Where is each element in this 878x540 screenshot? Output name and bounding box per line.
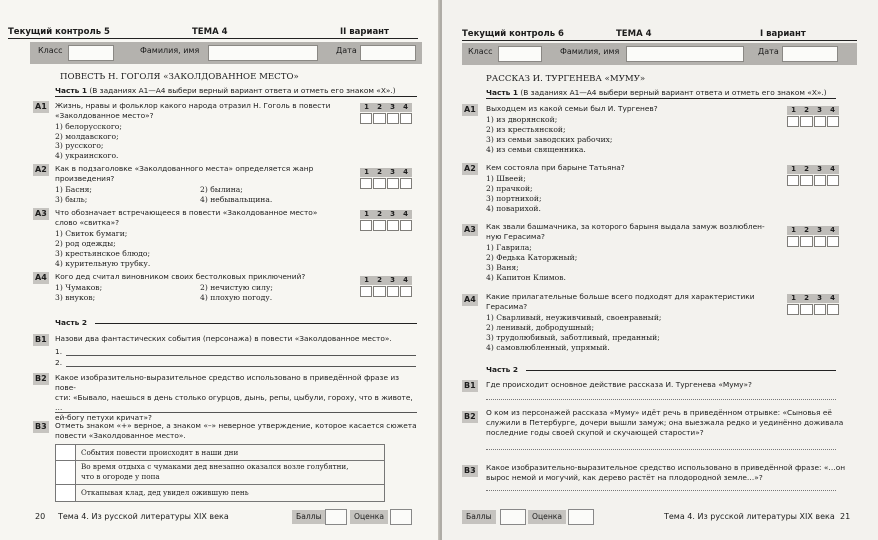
question-text: Назови два фантастических события (персонажа) в повести «Заколдованное место». [55,334,392,343]
option: 3) быль; [55,195,88,204]
option: 3) внуков; [55,293,96,302]
option: 1) Басня; [55,185,92,194]
right-page [442,0,878,540]
option: 3) портнихой; [486,194,542,203]
statement-checkbox[interactable] [56,485,76,501]
part1-heading: Часть 1 (В заданиях А1—А4 выбери верный вариант ответа и отметь его знаком «Х».) [486,88,827,97]
question-number: В3 [35,422,47,431]
question-number: А1 [35,102,47,111]
statement-row: Во время отдыха с чумаками дед внезапно оказался возле голубятни, что в огороде у попа [56,461,384,485]
variant-label: I вариант [760,29,806,39]
question-text: Кем состояла при барыне Татьяна? [486,163,625,172]
points-label: Баллы [292,510,326,524]
question-number: А3 [35,209,47,218]
option: 3) русского; [55,141,104,150]
question-number: А2 [464,164,476,173]
option: 1) Сварливый, неуживчивый, своенравный; [486,313,662,322]
part2-heading: Часть 2 [486,365,519,374]
date-field[interactable] [360,45,416,61]
question-text: Как звали башмачника, за которого барыня выдала замуж возлюблен- ную Герасима? [486,222,765,241]
question-number: В1 [464,381,476,390]
answer-line[interactable] [486,490,836,491]
grade-label: Оценка [350,510,388,524]
option: 4) Капитон Климов. [486,273,566,282]
grade-field[interactable] [390,509,412,525]
variant-label: II вариант [340,27,389,37]
question-number: В2 [464,412,476,421]
question-text: Какие прилагательные больше всего подходят для характеристики Герасима? [486,292,755,311]
question-number: А2 [35,165,47,174]
question-number: В2 [35,374,47,383]
option: 4) самовлюбленный, упрямый. [486,343,610,352]
page-title: РАССКАЗ И. ТУРГЕНЕВА «МУМУ» [486,74,646,84]
page-number: 21 [840,512,851,521]
part2-heading: Часть 2 [55,318,88,327]
option: 2) из крестьянской; [486,125,566,134]
points-field[interactable] [325,509,347,525]
option: 1) из дворянской; [486,115,558,124]
option: 3) из семьи заводских рабочих; [486,135,613,144]
option: 4) небывальщина. [200,195,273,204]
option: 2) ленивый, добродушный; [486,323,595,332]
answer-grid[interactable]: 1 2 3 4 [360,103,412,124]
points-label: Баллы [462,510,496,524]
name-label: Фамилия, имя [560,47,620,56]
answer-grid[interactable]: 1 2 3 4 [360,210,412,231]
answer-grid[interactable]: 1 2 3 4 [787,226,839,247]
option: 4) плохую погоду. [200,293,273,302]
class-field[interactable] [498,46,542,62]
grade-field[interactable] [568,509,594,525]
name-label: Фамилия, имя [140,46,200,55]
page-title: ПОВЕСТЬ Н. ГОГОЛЯ «ЗАКОЛДОВАННОЕ МЕСТО» [60,72,299,82]
option: 3) трудолюбивый, заботливый, преданный; [486,333,660,342]
question-number: А1 [464,105,476,114]
class-label: Класс [38,46,63,55]
option: 2) Федька Каторжный; [486,253,578,262]
answer-grid[interactable]: 1 2 3 4 [787,165,839,186]
answer-line[interactable] [66,355,416,356]
option: 4) из семьи священника. [486,145,586,154]
date-field[interactable] [782,46,838,62]
option: 1) Чумаков; [55,283,103,292]
option: 2) нечистую силу; [200,283,273,292]
footer-topic: Тема 4. Из русской литературы XIX века [58,512,229,521]
question-number: В1 [35,335,47,344]
question-text: Какое изобразительно-выразительное средство использовано в приведённой фразе: «…он вырос немой и могучий, как дерево растёт на плодородной земле…»? [486,463,846,482]
student-info-bar [30,42,422,64]
answer-line[interactable] [66,366,416,367]
student-info-bar [462,43,857,65]
answer-line[interactable] [486,449,836,450]
answer-grid[interactable]: 1 2 3 4 [360,276,412,297]
question-number: А4 [464,295,476,304]
question-number: А4 [35,273,47,282]
answer-grid[interactable]: 1 2 3 4 [787,106,839,127]
answer-line[interactable] [486,399,836,400]
statement-row: События повести происходят в наши дни [56,445,384,461]
page-number: 20 [35,512,46,521]
class-label: Класс [468,47,493,56]
option: 1) Гаврила; [486,243,532,252]
question-text: Жизнь, нравы и фольклор какого народа отразил Н. Гоголь в повести «Заколдованное место»? [55,101,331,120]
name-field[interactable] [626,46,744,62]
question-text: Что обозначает встречающееся в повести «Заколдованное место» слово «свитка»? [55,208,318,227]
part1-heading: Часть 1 (В заданиях А1—А4 выбери верный вариант ответа и отметь его знаком «Х».) [55,86,396,95]
date-label: Дата [758,47,779,56]
question-number: А3 [464,225,476,234]
option: 1) белорусского; [55,122,122,131]
answer-number: 1. [55,347,63,356]
class-field[interactable] [68,45,114,61]
answer-grid[interactable]: 1 2 3 4 [787,294,839,315]
question-text: Какое изобразительно-выразительное средство использовано в приведённой фразе из пове- сти: «Бывало, наешься в день столько огурцов, дынь, репы, цыбули, гороху, что в животе, … ей-богу петухи кричат»? [55,373,413,422]
option: 2) прачкой; [486,184,533,193]
question-text: О ком из персонажей рассказа «Муму» идёт речь в приведённом отрывке: «Сыновья её служили в Петербурге, дочери вышли замуж; она выезжала редко и уединённо доживала последние годы своей скупой и скучающей старости»? [486,408,844,437]
answer-grid[interactable]: 1 2 3 4 [360,168,412,189]
grade-label: Оценка [528,510,566,524]
option: 2) былина; [200,185,243,194]
answer-number: 2. [55,358,63,367]
option: 3) Ваня; [486,263,519,272]
footer-topic: Тема 4. Из русской литературы XIX века [664,512,835,521]
answer-line[interactable] [55,412,417,413]
points-field[interactable] [500,509,526,525]
statement-checkbox[interactable] [56,445,76,460]
option: 1) Швеей; [486,174,526,183]
question-text: Выходцем из какой семьи был И. Тургенев? [486,104,658,113]
question-text: Где происходит основное действие рассказа И. Тургенева «Муму»? [486,380,752,389]
question-text: Кого дед считал виновником своих бестолковых приключений? [55,272,306,281]
date-label: Дата [336,46,357,55]
option: 4) украинского. [55,151,119,160]
question-number: В3 [464,466,476,475]
question-text: Как в подзаголовке «Заколдованного места» определяется жанр произведения? [55,164,314,183]
option: 3) крестьянское блюдо; [55,249,151,258]
statement-checkbox[interactable] [56,461,76,484]
option: 1) Свиток бумаги; [55,229,128,238]
option: 4) курительную трубку. [55,259,151,268]
option: 2) род одежды; [55,239,116,248]
theme-label: ТЕМА 4 [192,27,228,37]
option: 4) поварихой. [486,204,541,213]
statement-row: Откапывая клад, дед увидел ожившую пень [56,485,384,501]
name-field[interactable] [208,45,318,61]
control-title: Текущий контроль 5 [8,27,110,37]
statement-table [55,444,385,502]
theme-label: ТЕМА 4 [616,29,652,39]
question-text: Отметь знаком «+» верное, а знаком «–» неверное утверждение, которое касается сюжета повести «Заколдованное место». [55,421,417,440]
control-title: Текущий контроль 6 [462,29,564,39]
option: 2) молдавского; [55,132,119,141]
